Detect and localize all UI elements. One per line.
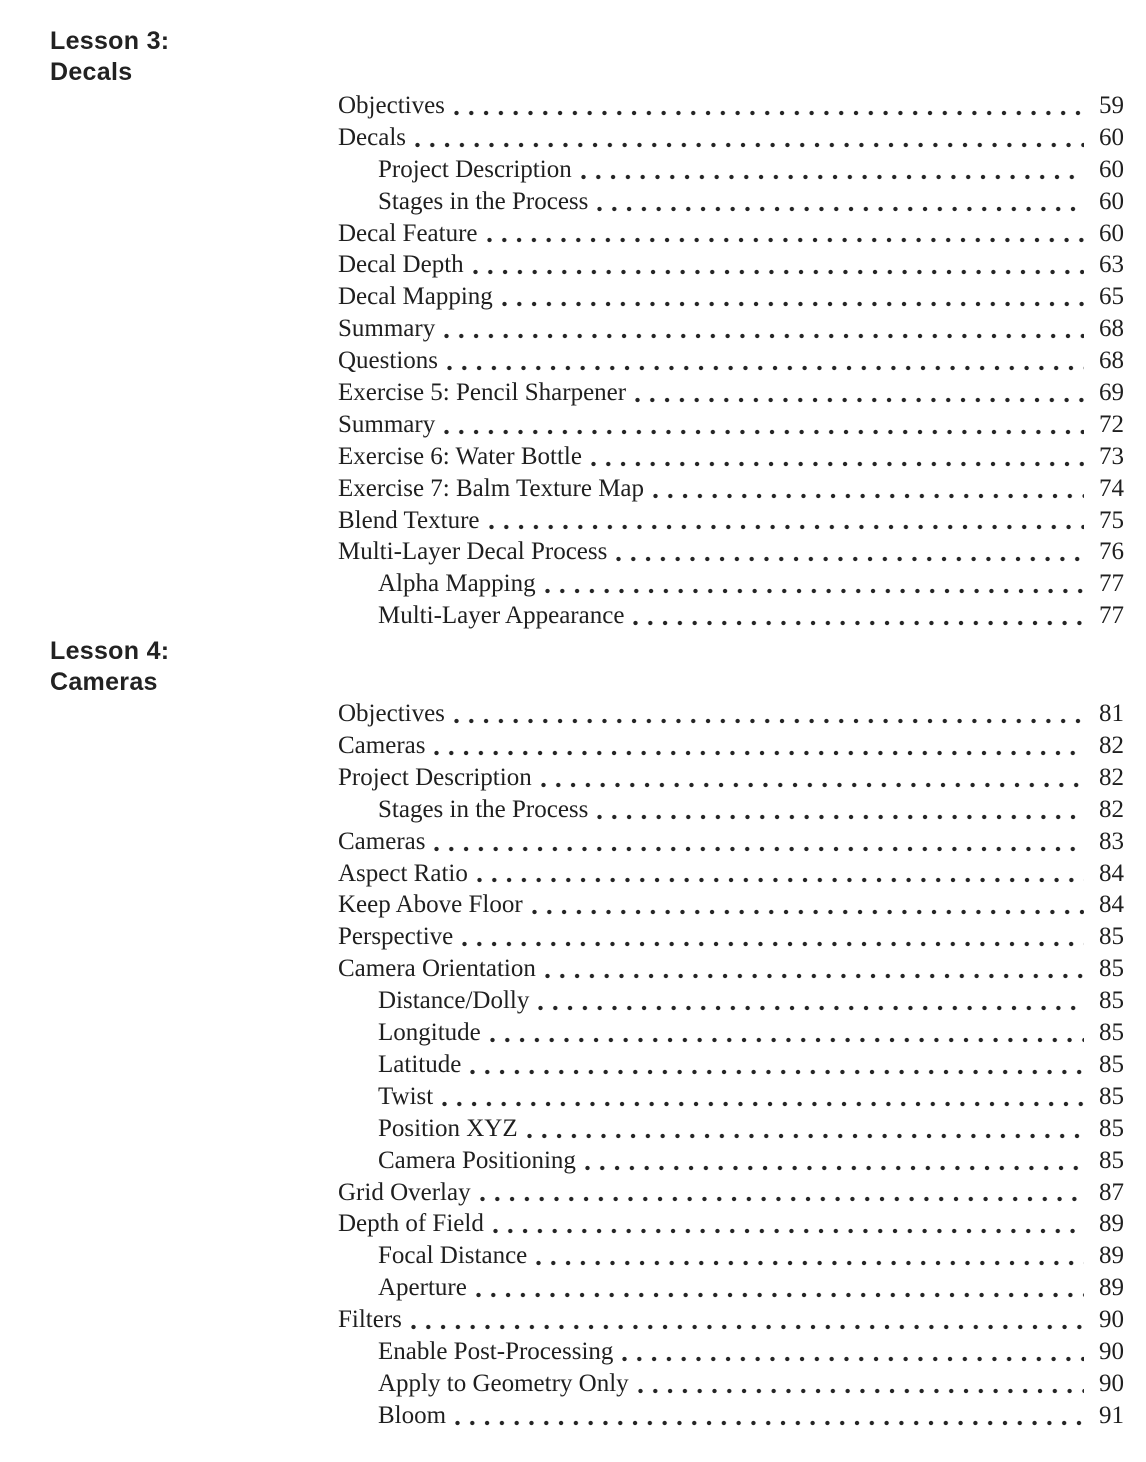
lesson-heading-line2: Decals [50,58,133,86]
toc-entry [338,1400,1124,1432]
toc-entry-title: Depth of Field [338,1210,484,1238]
dot-leader [638,1388,1084,1394]
toc-entry-title: Apply to Geometry Only [378,1369,629,1397]
toc-entry-page: 85 [1099,923,1124,951]
toc-entry-title: Decal Depth [338,251,464,279]
toc-entry-page: 68 [1099,347,1124,375]
toc-entry-title: Objectives [338,92,445,119]
toc-entry-list [338,632,1124,1431]
dot-leader [502,301,1084,307]
toc-entry [338,1240,1124,1272]
dot-leader [635,397,1084,403]
toc-entry [338,889,1124,921]
dot-leader [480,1196,1084,1202]
toc-entry [338,473,1124,505]
toc-entry-title: Focal Distance [378,1242,528,1270]
toc-entry [338,794,1124,826]
toc-entry [338,568,1124,600]
toc-entry-page: 85 [1099,1050,1124,1078]
toc-entry [338,409,1124,441]
toc-entry [338,1368,1124,1400]
toc-entry-page: 85 [1099,1019,1124,1047]
toc-entry [338,826,1124,858]
toc-entry-title: Blend Texture [338,506,480,534]
toc-entry [338,218,1124,250]
toc-entry-title: Objectives [338,700,445,728]
toc-entry-page: 60 [1099,123,1124,151]
toc-entry [338,1272,1124,1304]
toc-entry [338,762,1124,794]
toc-entry-page: 60 [1099,187,1124,215]
toc-entry-title: Summary [338,315,436,343]
toc-entry [338,281,1124,313]
toc-entry [338,90,1124,122]
toc-entry-list [338,0,1124,632]
toc-entry-page: 89 [1099,1210,1124,1238]
toc-entry-page: 60 [1099,155,1124,183]
lesson-heading [50,636,330,698]
toc-entry-page: 90 [1099,1337,1124,1365]
toc-entry [338,377,1124,409]
toc-entry [338,1049,1124,1081]
dot-leader [442,1101,1084,1107]
toc-entry-page: 89 [1099,1242,1124,1270]
dot-leader [477,877,1084,883]
toc-entry-title: Multi-Layer Decal Process [338,538,608,566]
toc-entry-title: Distance/Dolly [378,987,530,1015]
toc-entry-title: Camera Orientation [338,955,536,983]
toc-entry-page: 85 [1099,1082,1124,1110]
toc-entry-title: Camera Positioning [378,1146,576,1174]
toc-entry-title: Project Description [378,155,572,183]
toc-entry-title: Exercise 7: Balm Texture Map [338,474,645,502]
toc-entry-page: 84 [1099,891,1124,919]
dot-leader [616,556,1084,562]
toc-entry-title: Exercise 6: Water Bottle [338,442,582,470]
toc-entry-title: Multi-Layer Appearance [378,602,625,630]
toc-entry-page: 77 [1099,570,1124,598]
toc-entry [338,122,1124,154]
lesson-heading-line1: Lesson 4: [50,637,170,666]
dot-leader [538,1005,1084,1011]
toc-entry-title: Enable Post-Processing [378,1337,614,1365]
toc-section [0,632,1146,1431]
toc-entry-title: Alpha Mapping [378,570,536,598]
toc-entry-page: 74 [1099,474,1124,502]
toc-entry-title: Stages in the Process [378,187,589,215]
toc-entry-title: Grid Overlay [338,1178,471,1206]
toc-entry-title: Project Description [338,763,532,791]
toc-entry [338,1017,1124,1049]
toc-entry-title: Summary [338,410,436,438]
toc-entry [338,1208,1124,1240]
toc-entry-title: Questions [338,347,438,375]
toc-entry-page: 85 [1099,1146,1124,1174]
dot-leader [545,588,1084,594]
toc-entry [338,536,1124,568]
toc-entry-title: Aspect Ratio [338,859,468,887]
toc-entry [338,186,1124,218]
toc-entry [338,600,1124,632]
dot-leader [622,1356,1084,1362]
dot-leader [585,1165,1084,1171]
toc-entry-page: 75 [1099,506,1124,534]
toc-entry [338,1145,1124,1177]
toc-entry [338,249,1124,281]
toc-entry [338,1081,1124,1113]
toc-entry-page: 82 [1099,763,1124,791]
dot-leader [489,524,1084,530]
toc-entry [338,730,1124,762]
toc-entry-title: Position XYZ [378,1114,518,1142]
toc-entry-page: 89 [1099,1274,1124,1302]
toc-entry-page: 82 [1099,795,1124,823]
toc-entry [338,858,1124,890]
toc-entry-page: 87 [1099,1178,1124,1206]
dot-leader [470,1069,1084,1075]
toc-entry [338,1177,1124,1209]
toc-entry-page: 90 [1099,1306,1124,1334]
dot-leader [434,846,1084,852]
dot-leader [653,493,1084,499]
dot-leader [447,365,1084,371]
toc-entry-page: 84 [1099,859,1124,887]
dot-leader [454,718,1084,724]
toc-entry-title: Filters [338,1306,402,1334]
toc-entry [338,345,1124,377]
toc-entry-page: 76 [1099,538,1124,566]
dot-leader [476,1292,1084,1298]
toc-entry [338,313,1124,345]
toc-entry-title: Perspective [338,923,454,951]
toc-entry-page: 69 [1099,379,1124,407]
toc-entry [338,1113,1124,1145]
toc-entry-title: Aperture [378,1274,467,1302]
toc-entry-page: 60 [1099,219,1124,247]
dot-leader [411,1324,1084,1330]
dot-leader [415,142,1084,148]
lesson-heading-line1: Lesson 3: [50,27,170,55]
toc-entry [338,1304,1124,1336]
toc-entry [338,1336,1124,1368]
toc-entry-page: 65 [1099,283,1124,311]
toc-entry-page: 77 [1099,602,1124,630]
toc-entry [338,985,1124,1017]
toc-section [0,0,1146,632]
dot-leader [462,941,1084,947]
toc-entry-title: Exercise 5: Pencil Sharpener [338,379,627,407]
lesson-heading [50,26,330,88]
toc-entry [338,953,1124,985]
toc-entry-page: 73 [1099,442,1124,470]
toc-entry-page: 83 [1099,827,1124,855]
toc-entry-page: 91 [1099,1401,1124,1429]
dot-leader [545,973,1084,979]
dot-leader [597,814,1084,820]
dot-leader [473,269,1084,275]
lesson-heading-line2: Cameras [50,668,158,697]
toc-entry-page: 72 [1099,410,1124,438]
toc-entry-title: Twist [378,1082,434,1110]
dot-leader [493,1228,1084,1234]
dot-leader [444,429,1084,435]
dot-leader [591,461,1084,467]
dot-leader [532,909,1084,915]
toc-entry-page: 85 [1099,955,1124,983]
dot-leader [487,237,1084,243]
toc-entry-page: 81 [1099,700,1124,728]
toc-entry [338,154,1124,186]
toc-entry-page: 63 [1099,251,1124,279]
toc-entry-title: Bloom [378,1401,447,1429]
dot-leader [444,333,1084,339]
toc-entry-title: Longitude [378,1019,481,1047]
toc-entry-page: 85 [1099,1114,1124,1142]
toc-entry-title: Decal Mapping [338,283,493,311]
dot-leader [527,1133,1084,1139]
dot-leader [633,620,1084,626]
toc-entry-page: 59 [1099,92,1124,119]
toc-entry-page: 90 [1099,1369,1124,1397]
toc-entry [338,505,1124,537]
toc-entry [338,698,1124,730]
toc-entry-page: 82 [1099,732,1124,760]
dot-leader [581,174,1084,180]
toc-entry-title: Stages in the Process [378,795,589,823]
dot-leader [454,110,1084,116]
dot-leader [434,750,1084,756]
toc-entry-title: Latitude [378,1050,462,1078]
dot-leader [597,206,1084,212]
dot-leader [490,1037,1084,1043]
toc-entry-title: Cameras [338,827,426,855]
dot-leader [541,782,1084,788]
toc-entry-title: Decals [338,123,407,151]
toc-entry-title: Cameras [338,732,426,760]
dot-leader [455,1420,1084,1426]
toc-entry-title: Decal Feature [338,219,478,247]
dot-leader [536,1260,1084,1266]
toc-entry-page: 85 [1099,987,1124,1015]
toc-entry-page: 68 [1099,315,1124,343]
toc-entry [338,921,1124,953]
toc-entry [338,441,1124,473]
toc-entry-title: Keep Above Floor [338,891,523,919]
